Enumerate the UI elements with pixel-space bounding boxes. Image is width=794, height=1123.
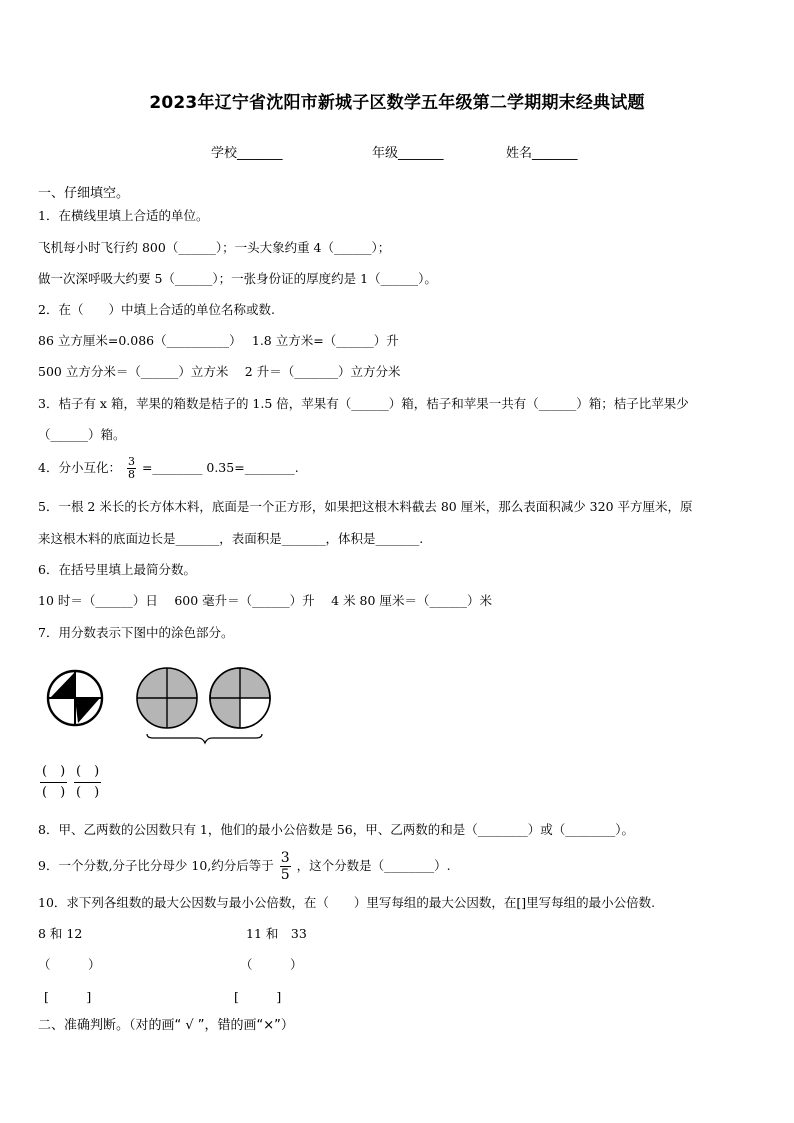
q1-line2: 做一次深呼吸大约要 5（______）；一张身份证的厚度约是 1（______）。	[38, 271, 437, 286]
q4-prefix: 4．分小互化：	[38, 460, 121, 475]
q4-fraction	[127, 456, 136, 481]
q9-frac-denominator: 5	[280, 867, 290, 883]
q1-line1: 飞机每小时飞行约 800（______）；一头大象约重 4（______）；	[38, 240, 391, 255]
q7-circle-2	[137, 668, 197, 728]
q10-lcm-2: [ ]	[234, 989, 282, 1004]
q7-circle-1	[48, 671, 102, 725]
q9-prefix: 9．一个分数,分子比分母少 10,约分后等于	[38, 858, 274, 873]
q7-answer-2-numerator: ( )	[74, 762, 101, 783]
q1-stem: 1．在横线里填上合适的单位。	[38, 208, 209, 223]
q5-line2: 来这根木料的底面边长是_______，表面积是_______，体积是_______.	[38, 531, 424, 546]
q7-circle-3	[210, 668, 270, 728]
q7-answer-1	[40, 760, 67, 803]
q7-stem: 7．用分数表示下图中的涂色部分。	[38, 625, 234, 640]
name-field: 姓名_______	[506, 146, 578, 161]
q9-line	[38, 850, 451, 883]
q3-line1: 3．桔子有 x 箱，苹果的箱数是桔子的 1.5 倍，苹果有（______）箱，桔子和苹果一共有（______）箱；桔子比苹果少	[38, 396, 689, 411]
q9-frac-numerator: 3	[280, 850, 290, 866]
q2-line2: 500 立方分米＝（______）立方米 2 升＝（_______）立方分米	[38, 364, 401, 379]
q7-answer-2-denominator: ( )	[76, 785, 100, 800]
q4-frac-denominator: 8	[127, 468, 135, 481]
q6-line1: 10 时＝（______）日 600 毫升＝（______）升 4 米 80 厘米＝（______）米	[38, 593, 492, 608]
q5-line1: 5．一根 2 米长的长方体木料，底面是一个正方形，如果把这根木料截去 80 厘米，那么表面积减少 320 平方厘米，原	[38, 499, 693, 514]
q6-stem: 6．在括号里填上最简分数。	[38, 562, 196, 577]
q7-brace	[147, 734, 262, 743]
grade-field: 年级_______	[372, 146, 444, 161]
q10-gcd-2: （ ）	[240, 957, 303, 972]
q2-stem: 2．在（ ）中填上合适的单位名称或数.	[38, 302, 275, 317]
q9-fraction	[280, 850, 291, 883]
q8-line1: 8．甲、乙两数的公因数只有 1，他们的最小公倍数是 56，甲、乙两数的和是（________）或（________）。	[38, 822, 635, 837]
q10-group-2: 11 和 33	[246, 926, 307, 941]
q2-line1: 86 立方厘米=0.086（__________） 1.8 立方米=（______）升	[38, 333, 399, 348]
q10-lcm-1: [ ]	[44, 989, 92, 1004]
q9-suffix: ，这个分数是（________）.	[296, 858, 451, 873]
school-field: 学校_______	[211, 146, 283, 161]
q4-frac-numerator: 3	[127, 455, 135, 468]
q7-answer-2	[74, 760, 101, 803]
q4-line	[38, 456, 299, 481]
q7-answer-1-numerator: ( )	[40, 762, 67, 783]
page-title: 2023年辽宁省沈阳市新城子区数学五年级第二学期期末经典试题	[149, 93, 645, 113]
section-heading-fill: 一、仔细填空。	[38, 186, 130, 201]
q7-answer-1-denominator: ( )	[42, 785, 66, 800]
q10-gcd-1: （ ）	[38, 957, 101, 972]
q10-group-1: 8 和 12	[38, 926, 83, 941]
q4-suffix: =________ 0.35=________.	[141, 460, 299, 475]
section-heading-judge: 二、准确判断。（对的画“ √ ”，错的画“×”）	[38, 1018, 294, 1033]
q7-figure	[40, 660, 280, 750]
q10-stem: 10．求下列各组数的最大公因数与最小公倍数，在（ ）里写每组的最大公因数，在[]里写每组的最小公倍数.	[38, 895, 656, 910]
q3-line2: （______）箱。	[38, 427, 126, 442]
